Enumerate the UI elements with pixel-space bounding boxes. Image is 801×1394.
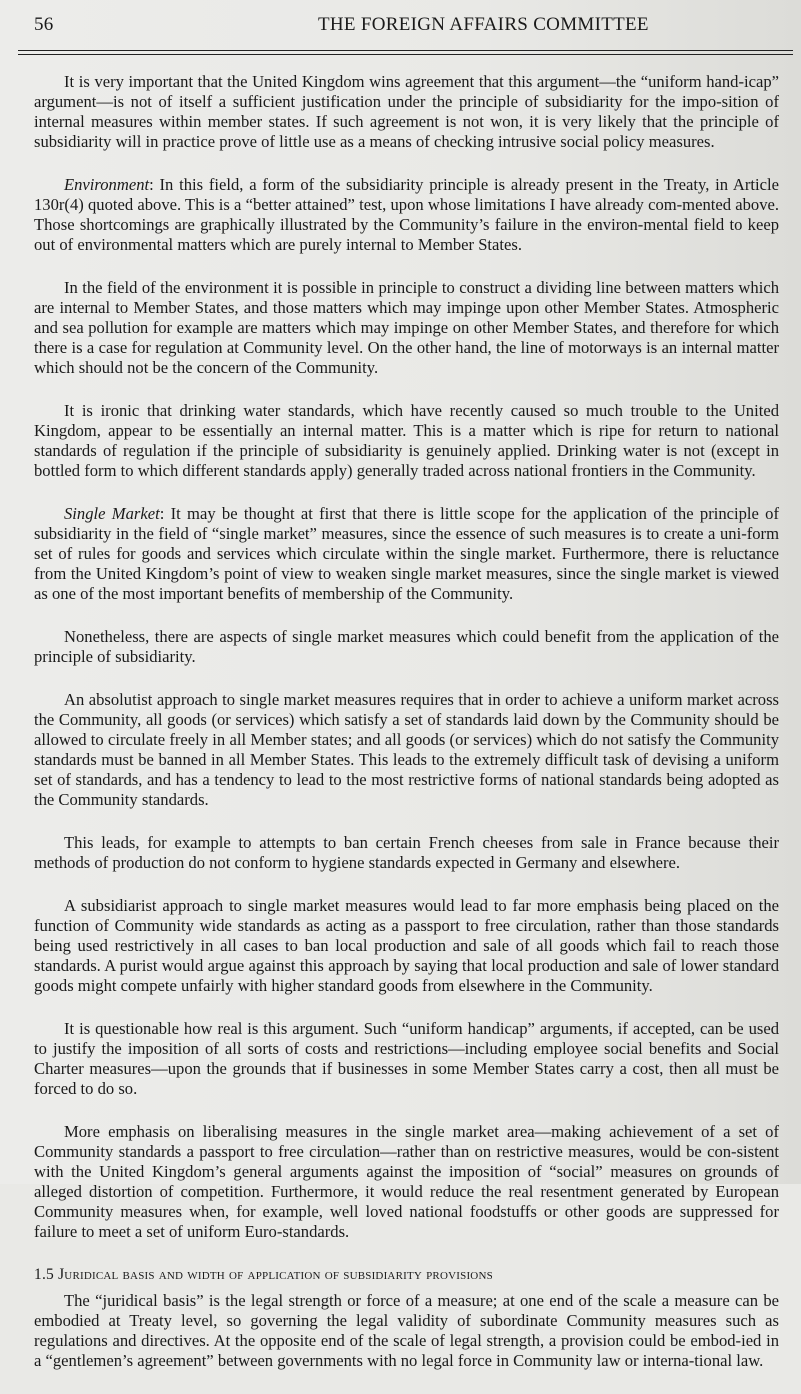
paragraph-10: It is questionable how real is this argument. Such “uniform handicap” arguments, if accepted, can be used to justify the imposition of all sorts of costs and restrictions—including employee social benefits and Social Charter measures—upon the grounds that if businesses in some Member States carry a cost, then all must be forced to do so. [34, 1019, 779, 1098]
body-text [34, 72, 779, 1394]
section-number: 1.5 [34, 1266, 54, 1283]
paragraph-3: In the field of the environment it is possible in principle to construct a dividing line between matters which are internal to Member States, and those matters which may impinge upon other Member States. Atmospheric and sea pollution for example are matters which may impinge on other Member States, and therefore for which there is a case for regulation at Community level. On the other hand, the line of motorways is an internal matter which should not be the concern of the Community. [34, 278, 779, 377]
paragraph-5: Single Market: It may be thought at first that there is little scope for the application of the principle of subsidiarity in the field of “single market” measures, since the essence of such measures is to create a uni-form set of rules for goods and services which circulate within the single market. Furthermore, there is reluctance from the United Kingdom’s point of view to weaken single market measures, since the single market is viewed as one of the most important benefits of membership of the Community. [34, 504, 779, 603]
paragraph-2: Environment: In this field, a form of the subsidiarity principle is already present in the Treaty, in Article 130r(4) quoted above. This is a “better attained” test, upon whose limitations I have already com-mented above. Those shortcomings are graphically illustrated by the Community’s failure in the environ-mental field to keep out of environmental matters which are purely internal to Member States. [34, 175, 779, 254]
section-paragraph: The “juridical basis” is the legal strength or force of a measure; at one end of the scale a measure can be embodied at Treaty level, so governing the legal validity of subordinate Community measures such as regulations and directives. At the opposite end of the scale of legal strength, a provision could be embod-ied in a “gentlemen’s agreement” between governments with no legal force in Community law or interna-tional law. [34, 1291, 779, 1370]
paragraph-lead: Environment [64, 175, 150, 194]
paragraph-4: It is ironic that drinking water standards, which have recently caused so much trouble to the United Kingdom, appear to be essentially an internal matter. This is a matter which is ripe for return to national standards of regulation if the principle of subsidiarity is genuinely applied. Drinking water is not (except in bottled form to which different standards apply) generally traded across national frontiers in the Community. [34, 401, 779, 480]
paragraph-7: An absolutist approach to single market measures requires that in order to achieve a uniform market across the Community, all goods (or services) which satisfy a set of standards laid down by the Community should be allowed to circulate freely in all Member states; and all goods (or services) which do not satisfy the Community standards must be banned in all Member States. This leads to the extremely difficult task of devising a uniform set of standards, and has a tendency to lead to the most restrictive forms of national standards being adopted as the Community standards. [34, 690, 779, 809]
page-number: 56 [34, 14, 54, 35]
section-heading [34, 1265, 779, 1285]
section-title: Juridical basis and width of application of subsidiarity provisions [58, 1266, 493, 1283]
paragraph-lead: Single Market [64, 504, 160, 523]
running-title: THE FOREIGN AFFAIRS COMMITTEE [318, 14, 649, 35]
paragraph-1: It is very important that the United Kingdom wins agreement that this argument—the “uniform hand-icap” argument—is not of itself a sufficient justification under the principle of subsidiarity for the impo-sition of internal measures within member states. If such agreement is not won, it is very likely that the principle of subsidiarity will in practice prove of little use as a means of checking intrusive social policy measures. [34, 72, 779, 151]
paragraph-9: A subsidiarist approach to single market measures would lead to far more emphasis being placed on the function of Community wide standards as acting as a passport to free circulation, rather than those standards being used restrictively in all cases to ban local production and sale of all goods which fail to reach those standards. A purist would argue against this approach by saying that local production and sale of lower standard goods might compete unfairly with higher standard goods from elsewhere in the Community. [34, 896, 779, 995]
header-rule [18, 50, 793, 55]
paragraph-6: Nonetheless, there are aspects of single market measures which could benefit from the application of the principle of subsidiarity. [34, 627, 779, 666]
paragraph-11: More emphasis on liberalising measures in the single market area—making achievement of a set of Community standards a passport to free circulation—rather than on restrictive measures, would be con-sistent with the United Kingdom’s general arguments against the imposition of “social” measures on grounds of alleged distortion of competition. Furthermore, it would reduce the real resentment generated by European Community measures when, for example, well loved national foodstuffs or other goods are suppressed for failure to meet a set of uniform Euro-standards. [34, 1122, 779, 1241]
paragraph-8: This leads, for example to attempts to ban certain French cheeses from sale in France because their methods of production do not conform to hygiene standards expected in Germany and elsewhere. [34, 833, 779, 872]
